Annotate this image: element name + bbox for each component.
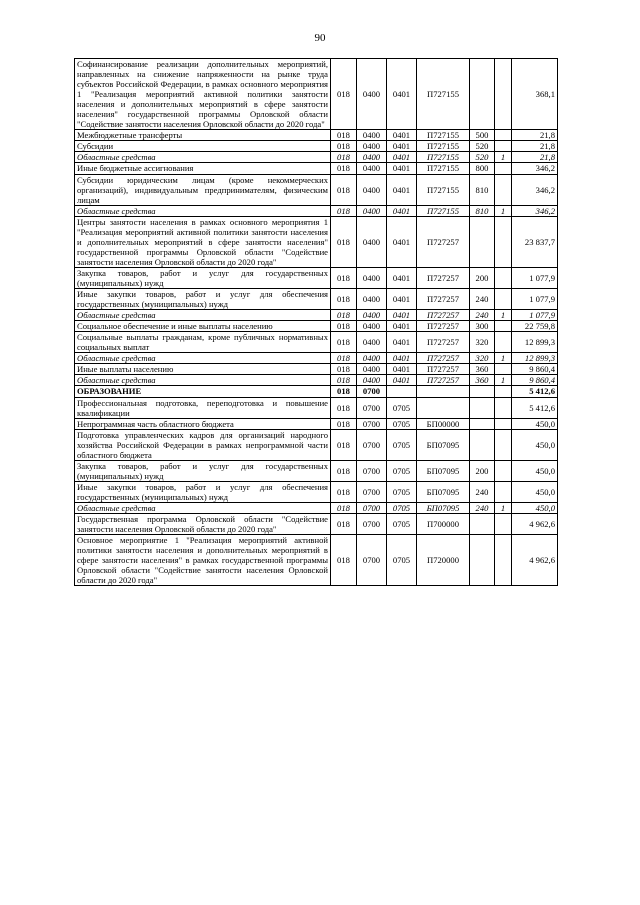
row-name-cell: Межбюджетные трансферты	[75, 130, 331, 141]
subsection-cell: 0705	[387, 502, 417, 513]
expense-type-cell: 360	[470, 375, 495, 386]
table-row	[75, 375, 558, 386]
row-name-cell: ОБРАЗОВАНИЕ	[75, 386, 331, 397]
amount-cell: 1 077,9	[512, 289, 558, 310]
expense-type-cell: 520	[470, 141, 495, 152]
expense-type-cell	[470, 59, 495, 130]
row-name-cell: Закупка товаров, работ и услуг для государственных (муниципальных) нужд	[75, 267, 331, 288]
table-body	[75, 59, 558, 586]
table-row	[75, 429, 558, 460]
subsection-cell: 0705	[387, 460, 417, 481]
target-article-cell: П727155	[417, 163, 470, 174]
grbs-cell: 018	[331, 353, 357, 364]
target-article-cell: П727257	[417, 321, 470, 332]
target-article-cell: П727257	[417, 364, 470, 375]
amount-cell: 346,2	[512, 163, 558, 174]
funding-source-cell	[495, 289, 512, 310]
section-cell: 0400	[357, 163, 387, 174]
grbs-cell: 018	[331, 386, 357, 397]
subsection-cell: 0401	[387, 289, 417, 310]
table-row	[75, 174, 558, 205]
expense-type-cell: 300	[470, 321, 495, 332]
table-row	[75, 481, 558, 502]
section-cell: 0700	[357, 418, 387, 429]
row-name-cell: Социальные выплаты гражданам, кроме публичных нормативных социальных выплат	[75, 332, 331, 353]
subsection-cell: 0401	[387, 321, 417, 332]
grbs-cell: 018	[331, 514, 357, 535]
row-name-cell: Субсидии	[75, 141, 331, 152]
subsection-cell: 0705	[387, 418, 417, 429]
subsection-cell: 0401	[387, 364, 417, 375]
expense-type-cell	[470, 386, 495, 397]
target-article-cell: БП00000	[417, 418, 470, 429]
funding-source-cell	[495, 216, 512, 267]
amount-cell: 21,8	[512, 141, 558, 152]
subsection-cell: 0401	[387, 267, 417, 288]
target-article-cell: П727155	[417, 205, 470, 216]
amount-cell: 346,2	[512, 205, 558, 216]
expense-type-cell: 200	[470, 460, 495, 481]
expense-type-cell: 320	[470, 353, 495, 364]
funding-source-cell	[495, 321, 512, 332]
target-article-cell: П727155	[417, 174, 470, 205]
target-article-cell: П720000	[417, 535, 470, 586]
section-cell: 0700	[357, 481, 387, 502]
amount-cell: 1 077,9	[512, 310, 558, 321]
section-cell: 0700	[357, 502, 387, 513]
target-article-cell: П727155	[417, 152, 470, 163]
section-cell: 0400	[357, 267, 387, 288]
row-name-cell: Областные средства	[75, 353, 331, 364]
section-cell: 0400	[357, 353, 387, 364]
section-cell: 0400	[357, 174, 387, 205]
page-number: 90	[314, 32, 326, 44]
funding-source-cell: 1	[495, 375, 512, 386]
table-row	[75, 332, 558, 353]
row-name-cell: Закупка товаров, работ и услуг для государственных (муниципальных) нужд	[75, 460, 331, 481]
section-cell: 0400	[357, 310, 387, 321]
row-name-cell: Подготовка управленческих кадров для организаций народного хозяйства Российской Федерации в рамках непрограммной части областного бюджета	[75, 429, 331, 460]
funding-source-cell	[495, 429, 512, 460]
expense-type-cell: 240	[470, 481, 495, 502]
funding-source-cell	[495, 174, 512, 205]
amount-cell: 21,8	[512, 152, 558, 163]
target-article-cell: БП07095	[417, 429, 470, 460]
expense-type-cell	[470, 429, 495, 460]
grbs-cell: 018	[331, 163, 357, 174]
table-row	[75, 310, 558, 321]
table-row	[75, 397, 558, 418]
funding-source-cell: 1	[495, 310, 512, 321]
section-cell: 0700	[357, 397, 387, 418]
funding-source-cell: 1	[495, 353, 512, 364]
table-row	[75, 321, 558, 332]
amount-cell: 21,8	[512, 130, 558, 141]
funding-source-cell	[495, 364, 512, 375]
expense-type-cell: 810	[470, 205, 495, 216]
grbs-cell: 018	[331, 481, 357, 502]
section-cell: 0400	[357, 375, 387, 386]
expense-type-cell: 240	[470, 310, 495, 321]
target-article-cell: П727257	[417, 332, 470, 353]
table-row	[75, 289, 558, 310]
table-row	[75, 514, 558, 535]
subsection-cell: 0705	[387, 429, 417, 460]
table-row	[75, 205, 558, 216]
table-row	[75, 141, 558, 152]
expense-type-cell	[470, 216, 495, 267]
table-row	[75, 418, 558, 429]
expense-type-cell	[470, 418, 495, 429]
target-article-cell	[417, 397, 470, 418]
section-cell: 0700	[357, 386, 387, 397]
table-row	[75, 364, 558, 375]
grbs-cell: 018	[331, 535, 357, 586]
grbs-cell: 018	[331, 130, 357, 141]
section-cell: 0700	[357, 535, 387, 586]
amount-cell: 450,0	[512, 481, 558, 502]
row-name-cell: Областные средства	[75, 375, 331, 386]
target-article-cell: П727155	[417, 141, 470, 152]
subsection-cell: 0401	[387, 310, 417, 321]
subsection-cell: 0401	[387, 375, 417, 386]
subsection-cell: 0705	[387, 397, 417, 418]
amount-cell: 450,0	[512, 418, 558, 429]
amount-cell: 5 412,6	[512, 397, 558, 418]
expense-type-cell: 360	[470, 364, 495, 375]
amount-cell: 450,0	[512, 429, 558, 460]
section-cell: 0700	[357, 429, 387, 460]
row-name-cell: Областные средства	[75, 152, 331, 163]
grbs-cell: 018	[331, 59, 357, 130]
funding-source-cell	[495, 130, 512, 141]
table-row	[75, 535, 558, 586]
section-cell: 0400	[357, 321, 387, 332]
funding-source-cell	[495, 59, 512, 130]
funding-source-cell	[495, 535, 512, 586]
amount-cell: 1 077,9	[512, 267, 558, 288]
target-article-cell: П727257	[417, 310, 470, 321]
target-article-cell: БП07095	[417, 502, 470, 513]
grbs-cell: 018	[331, 141, 357, 152]
grbs-cell: 018	[331, 418, 357, 429]
expense-type-cell	[470, 397, 495, 418]
section-cell: 0400	[357, 141, 387, 152]
subsection-cell: 0401	[387, 163, 417, 174]
row-name-cell: Иные бюджетные ассигнования	[75, 163, 331, 174]
section-cell: 0400	[357, 152, 387, 163]
row-name-cell: Софинансирование реализации дополнительных мероприятий, направленных на снижение напряженности на рынке труда субъектов Российской Федерации, в рамках основного мероприятия 1 "Реализация мероприятий активной политики занятости населения и дополнительных мероприятий в сфере занятости населения" государственной программы Орловской области "Содействие занятости населения Орловской области до 2020 года"	[75, 59, 331, 130]
subsection-cell: 0705	[387, 535, 417, 586]
target-article-cell: П727155	[417, 130, 470, 141]
row-name-cell: Иные закупки товаров, работ и услуг для обеспечения государственных (муниципальных) нужд	[75, 289, 331, 310]
table-row	[75, 386, 558, 397]
funding-source-cell	[495, 397, 512, 418]
section-cell: 0400	[357, 332, 387, 353]
row-name-cell: Государственная программа Орловской области "Содействие занятости населения Орловской области до 2020 года"	[75, 514, 331, 535]
funding-source-cell	[495, 332, 512, 353]
row-name-cell: Центры занятости населения в рамках основного мероприятия 1 "Реализация мероприятий активной политики занятости населения и дополнительных мероприятий в сфере занятости населения" государственной программы Орловской области "Содействие занятости населения Орловской области до 2020 года"	[75, 216, 331, 267]
row-name-cell: Субсидии юридическим лицам (кроме некоммерческих организаций), индивидуальным предпринимателям, физическим лицам	[75, 174, 331, 205]
funding-source-cell	[495, 418, 512, 429]
grbs-cell: 018	[331, 375, 357, 386]
amount-cell: 12 899,3	[512, 332, 558, 353]
subsection-cell: 0401	[387, 152, 417, 163]
target-article-cell: П727257	[417, 375, 470, 386]
row-name-cell: Иные закупки товаров, работ и услуг для обеспечения государственных (муниципальных) нужд	[75, 481, 331, 502]
section-cell: 0400	[357, 364, 387, 375]
grbs-cell: 018	[331, 267, 357, 288]
section-cell: 0700	[357, 460, 387, 481]
amount-cell: 12 899,3	[512, 353, 558, 364]
amount-cell: 9 860,4	[512, 364, 558, 375]
expense-type-cell: 320	[470, 332, 495, 353]
subsection-cell: 0401	[387, 141, 417, 152]
amount-cell: 346,2	[512, 174, 558, 205]
grbs-cell: 018	[331, 205, 357, 216]
expense-type-cell: 500	[470, 130, 495, 141]
expense-type-cell: 810	[470, 174, 495, 205]
table-row	[75, 502, 558, 513]
grbs-cell: 018	[331, 397, 357, 418]
funding-source-cell	[495, 141, 512, 152]
funding-source-cell	[495, 514, 512, 535]
subsection-cell	[387, 386, 417, 397]
target-article-cell: БП07095	[417, 460, 470, 481]
section-cell: 0400	[357, 205, 387, 216]
funding-source-cell	[495, 481, 512, 502]
grbs-cell: 018	[331, 310, 357, 321]
grbs-cell: 018	[331, 429, 357, 460]
funding-source-cell: 1	[495, 502, 512, 513]
amount-cell: 5 412,6	[512, 386, 558, 397]
expense-type-cell: 240	[470, 502, 495, 513]
funding-source-cell: 1	[495, 205, 512, 216]
subsection-cell: 0705	[387, 481, 417, 502]
grbs-cell: 018	[331, 502, 357, 513]
target-article-cell: П727257	[417, 267, 470, 288]
target-article-cell: П727257	[417, 289, 470, 310]
expense-type-cell: 520	[470, 152, 495, 163]
grbs-cell: 018	[331, 152, 357, 163]
grbs-cell: 018	[331, 321, 357, 332]
target-article-cell: П700000	[417, 514, 470, 535]
target-article-cell: П727257	[417, 353, 470, 364]
section-cell: 0700	[357, 514, 387, 535]
expense-type-cell	[470, 535, 495, 586]
table-row	[75, 130, 558, 141]
subsection-cell: 0401	[387, 174, 417, 205]
row-name-cell: Основное мероприятие 1 "Реализация мероприятий активной политики занятости населения и дополнительных мероприятий в сфере занятости населения" в рамках государственной программы Орловской области "Содействие занятости населения Орловской области до 2020 года"	[75, 535, 331, 586]
amount-cell: 9 860,4	[512, 375, 558, 386]
budget-table	[74, 58, 558, 586]
table-row	[75, 216, 558, 267]
funding-source-cell	[495, 163, 512, 174]
amount-cell: 4 962,6	[512, 514, 558, 535]
amount-cell: 450,0	[512, 460, 558, 481]
section-cell: 0400	[357, 59, 387, 130]
grbs-cell: 018	[331, 174, 357, 205]
funding-source-cell	[495, 267, 512, 288]
table-row	[75, 460, 558, 481]
grbs-cell: 018	[331, 332, 357, 353]
target-article-cell	[417, 386, 470, 397]
subsection-cell: 0401	[387, 205, 417, 216]
target-article-cell: БП07095	[417, 481, 470, 502]
target-article-cell: П727257	[417, 216, 470, 267]
target-article-cell: П727155	[417, 59, 470, 130]
row-name-cell: Социальное обеспечение и иные выплаты населению	[75, 321, 331, 332]
section-cell: 0400	[357, 130, 387, 141]
subsection-cell: 0401	[387, 332, 417, 353]
grbs-cell: 018	[331, 364, 357, 375]
subsection-cell: 0401	[387, 353, 417, 364]
amount-cell: 23 837,7	[512, 216, 558, 267]
funding-source-cell	[495, 386, 512, 397]
subsection-cell: 0401	[387, 130, 417, 141]
subsection-cell: 0401	[387, 216, 417, 267]
table-row	[75, 152, 558, 163]
row-name-cell: Областные средства	[75, 205, 331, 216]
grbs-cell: 018	[331, 216, 357, 267]
amount-cell: 368,1	[512, 59, 558, 130]
section-cell: 0400	[357, 289, 387, 310]
row-name-cell: Областные средства	[75, 310, 331, 321]
subsection-cell: 0705	[387, 514, 417, 535]
section-cell: 0400	[357, 216, 387, 267]
subsection-cell: 0401	[387, 59, 417, 130]
expense-type-cell: 200	[470, 267, 495, 288]
table-row	[75, 163, 558, 174]
funding-source-cell: 1	[495, 152, 512, 163]
table-row	[75, 267, 558, 288]
row-name-cell: Профессиональная подготовка, переподготовка и повышение квалификации	[75, 397, 331, 418]
table-row	[75, 353, 558, 364]
row-name-cell: Непрограммная часть областного бюджета	[75, 418, 331, 429]
row-name-cell: Областные средства	[75, 502, 331, 513]
amount-cell: 4 962,6	[512, 535, 558, 586]
table-row	[75, 59, 558, 130]
row-name-cell: Иные выплаты населению	[75, 364, 331, 375]
funding-source-cell	[495, 460, 512, 481]
expense-type-cell	[470, 514, 495, 535]
amount-cell: 22 759,8	[512, 321, 558, 332]
grbs-cell: 018	[331, 460, 357, 481]
amount-cell: 450,0	[512, 502, 558, 513]
expense-type-cell: 240	[470, 289, 495, 310]
expense-type-cell: 800	[470, 163, 495, 174]
grbs-cell: 018	[331, 289, 357, 310]
